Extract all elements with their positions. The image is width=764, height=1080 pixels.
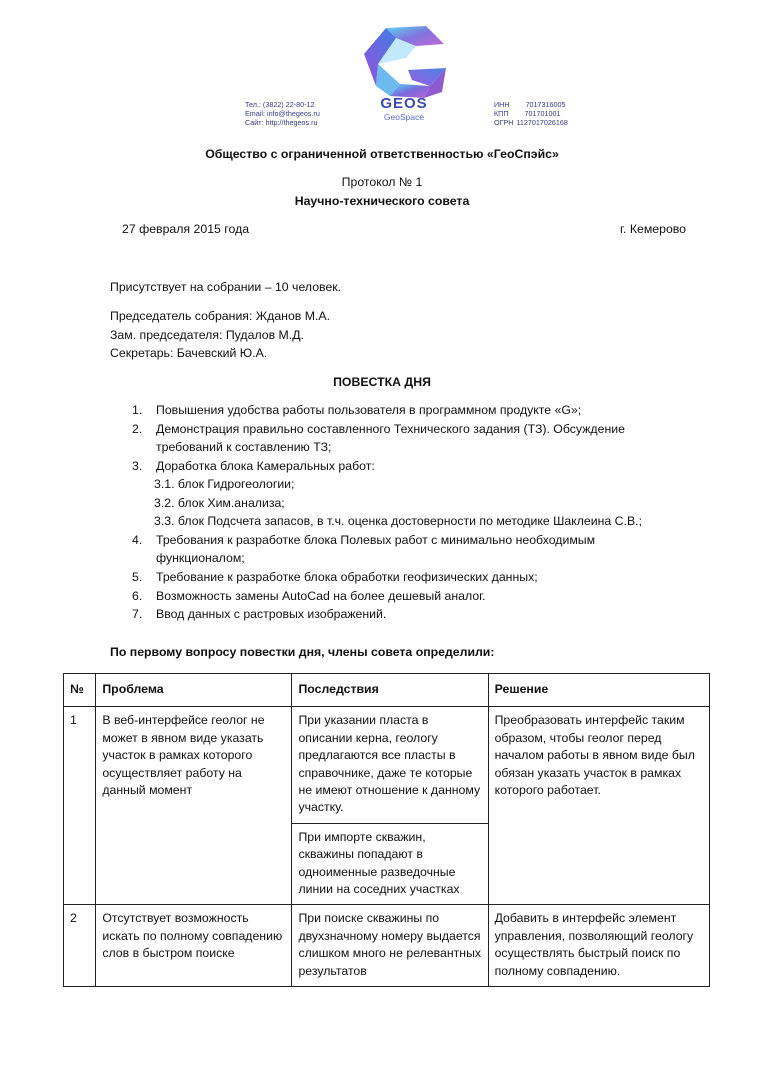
contacts-block (245, 100, 320, 127)
column-header-consequence: Последствия (292, 674, 488, 707)
agenda-item: 3. Доработка блока Камеральных работ: (132, 459, 375, 473)
requisite-ogrn: ОГРН 1127017026168 (494, 118, 568, 127)
company-name: Общество с ограниченной ответственностью «ГеоСпэйс» (205, 147, 559, 161)
row-problem: Отсутствует возможность искать по полному совпадению слов в быстром поиске (96, 905, 292, 987)
agenda-item: 2. Демонстрация правильно составленного Технического задания (ТЗ). Обсуждение требований к составлению ТЗ; (132, 422, 625, 454)
problems-table (63, 673, 710, 987)
table-row (64, 707, 710, 823)
agenda-subitem: 3.3. блок Подсчета запасов, в т.ч. оценка достоверности по методике Шаклеина С.В.; (154, 514, 642, 528)
logo-text-geospace: GeoSpace (383, 112, 425, 122)
agenda-title: ПОВЕСТКА ДНЯ (333, 375, 431, 389)
agenda-item: 4. Требования к разработке блока Полевых работ с минимально необходимым функционалом; (132, 533, 596, 565)
first-question-heading: По первому вопросу повестки дня, члены совета определили: (110, 645, 495, 659)
document-date: 27 февраля 2015 года (122, 222, 250, 236)
attendance: Присутствует на собрании – 10 человек. (110, 280, 342, 294)
agenda-item: 5. Требование к разработке блока обработки геофизических данных; (132, 570, 538, 584)
logo-wordmark (370, 96, 438, 122)
row-number: 2 (64, 905, 96, 987)
row-consequence: При указании пласта в описании керна, геологу предлагаются все пласты в справочнике, даже те которые не имеют отношение к данному участку. (292, 707, 488, 823)
document-city: г. Кемерово (620, 222, 687, 236)
row-problem: В веб-интерфейсе геолог не может в явном виде указать участок в рамках которого осуществляет работу на данный момент (96, 707, 292, 905)
row-solution: Преобразовать интерфейс таким образом, чтобы геолог перед началом работы в явном виде был обязан указать участок в рамках которого работает. (488, 707, 709, 905)
contact-site: Сайт: http://thegeos.ru (245, 118, 318, 127)
requisite-inn: ИНН 7017316005 (494, 100, 566, 109)
vice-chairman: Зам. председателя: Пудалов М.Д. (110, 328, 304, 342)
contact-email: Email: info@thegeos.ru (245, 109, 320, 118)
agenda-item: 7. Ввод данных с растровых изображений. (132, 607, 387, 621)
requisites-block (494, 100, 568, 127)
chairman: Председатель собрания: Жданов М.А. (110, 309, 331, 323)
agenda-item: 6. Возможность замены AutoCad на более дешевый аналог. (132, 589, 486, 603)
table-header-row (64, 674, 710, 707)
secretary: Секретарь: Бачевский Ю.А. (110, 346, 268, 360)
agenda-subitem: 3.1. блок Гидрогеологии; (154, 477, 295, 491)
protocol-number: Протокол № 1 (341, 175, 423, 189)
row-consequence: При поиске скважины по двухзначному номеру выдается слишком много не релевантных результатов (292, 905, 488, 987)
logo-text-geos: GEOS (380, 95, 428, 112)
table-row (64, 905, 710, 987)
column-header-solution: Решение (488, 674, 709, 707)
agenda-item: 1. Повышения удобства работы пользователя в программном продукте «G»; (132, 403, 582, 417)
row-solution: Добавить в интерфейс элемент управления, позволяющий геологу осуществлять быстрый поиск по полному совпадению. (488, 905, 709, 987)
row-number: 1 (64, 707, 96, 905)
column-header-number: № (64, 674, 96, 707)
council-title: Научно-технического совета (294, 194, 470, 208)
requisite-kpp: КПП 701701001 (494, 109, 561, 118)
agenda-subitem: 3.2. блок Хим.анализа; (154, 496, 285, 510)
column-header-problem: Проблема (96, 674, 292, 707)
row-consequence: При импорте скважин, скважины попадают в одноименные разведочные линии на соседних участках (292, 823, 488, 905)
contact-phone: Тел.: (3822) 22-80-12 (245, 100, 315, 109)
